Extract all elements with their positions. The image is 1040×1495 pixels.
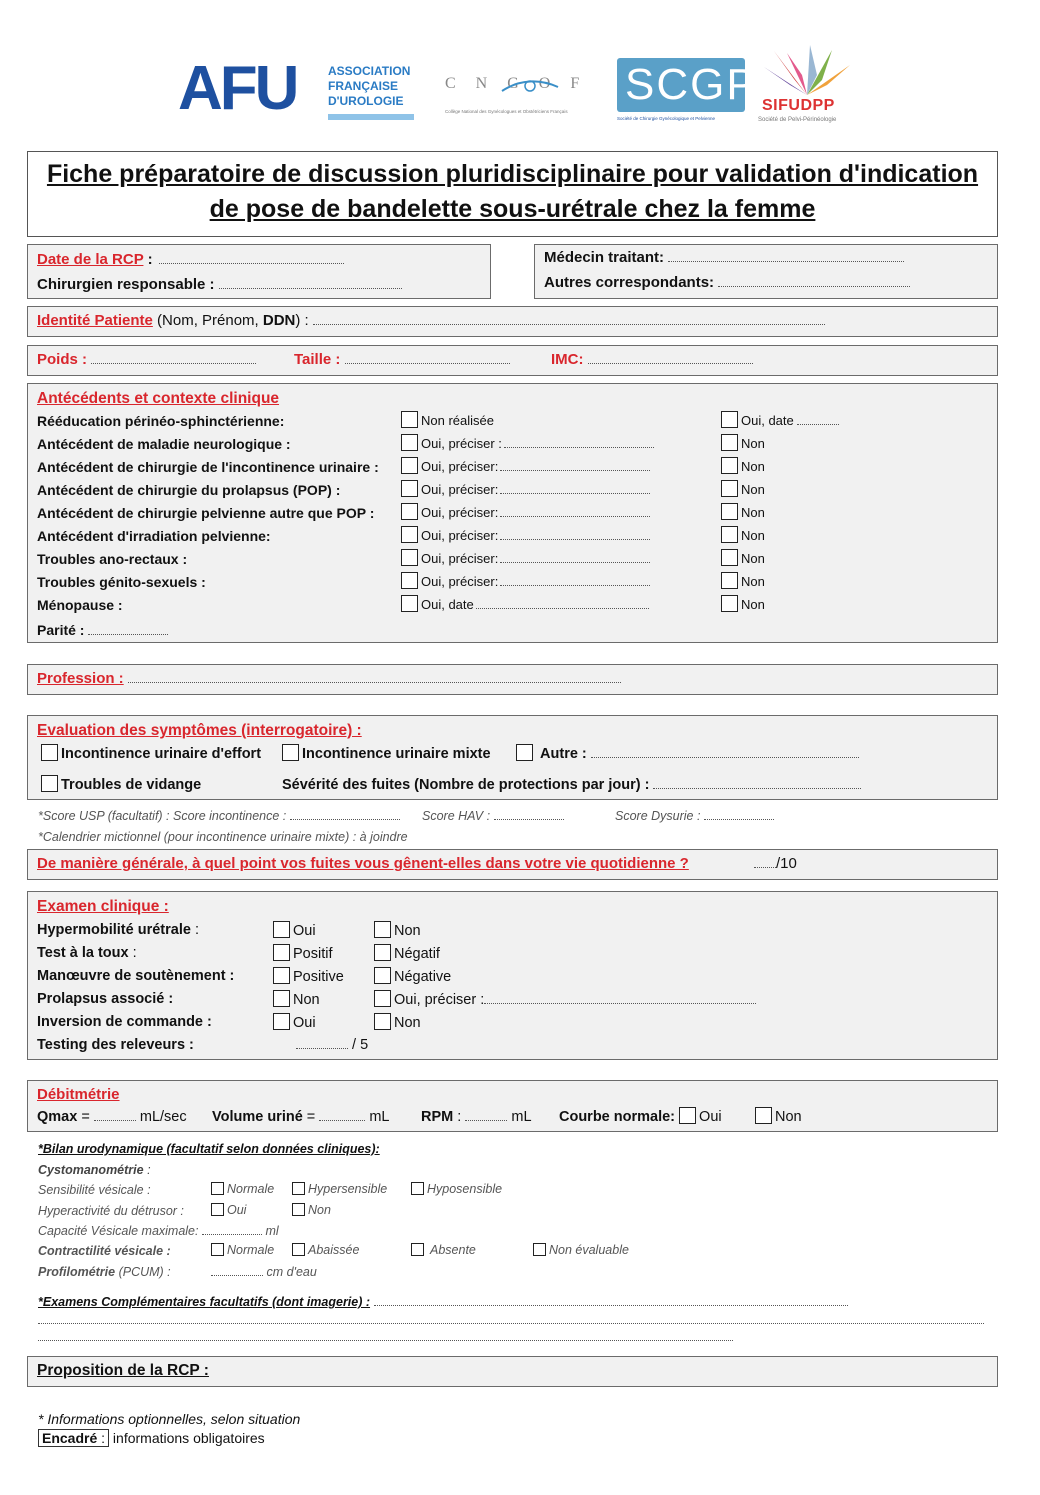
weight-label: Poids :: [37, 351, 88, 368]
profilo-field[interactable]: [211, 1265, 263, 1276]
other-field[interactable]: [591, 747, 859, 758]
volume-label: Volume uriné: [212, 1109, 303, 1125]
contractility-label: Contractilité vésicale :: [38, 1244, 171, 1258]
exam-opt1-label: Positif: [293, 946, 333, 962]
capacity-label: Capacité Vésicale maximale:: [38, 1224, 199, 1238]
history-opt1-checkbox[interactable]: [401, 595, 418, 612]
history-opt1-field[interactable]: [500, 575, 650, 586]
capacity-unit: ml: [265, 1224, 279, 1238]
volume-unit: mL: [369, 1109, 390, 1125]
proposal-box: [27, 1356, 998, 1387]
contract-lowered-label: Abaissée: [308, 1243, 360, 1257]
history-row-label: Troubles génito-sexuels :: [37, 574, 206, 590]
exam-opt2-label: Négative: [394, 969, 452, 985]
exam-opt2-checkbox[interactable]: [374, 967, 391, 984]
scgp-mark: SCGP: [625, 60, 758, 109]
sifudpp-flower-icon: [762, 45, 852, 97]
history-opt1-label: Oui, préciser :: [421, 436, 502, 451]
framed-text: informations obligatoires: [109, 1430, 265, 1446]
profession-box: [27, 664, 998, 695]
exam-opt2-label: Négatif: [394, 946, 440, 962]
measures-box: [27, 345, 998, 376]
history-opt2-checkbox[interactable]: [721, 480, 738, 497]
curve-label: Courbe normale:: [559, 1109, 676, 1125]
profession-field[interactable]: [128, 672, 621, 683]
history-opt1-label: Oui, préciser:: [421, 459, 499, 474]
hav-score-field[interactable]: [494, 809, 564, 820]
contract-absent-checkbox[interactable]: [411, 1243, 424, 1256]
others-label: Autres correspondants:: [544, 274, 715, 291]
header-left-box: [27, 244, 491, 299]
exam-opt1-checkbox[interactable]: [273, 944, 290, 961]
cngof-sub: Collège National des Gynécologues et Obstétriciens Français: [445, 109, 568, 114]
afu-mark: AFU: [178, 54, 297, 123]
logo-sifudpp: [758, 45, 858, 127]
bother-scale: /10: [776, 855, 797, 872]
others-field[interactable]: [718, 276, 910, 287]
history-opt1-label: Oui, préciser:: [421, 505, 499, 520]
history-row-label: Antécédent d'irradiation pelvienne:: [37, 528, 271, 544]
history-opt1-checkbox[interactable]: [401, 480, 418, 497]
history-row-label: Ménopause :: [37, 597, 123, 613]
history-opt2-label: Non: [741, 551, 765, 566]
levator-scale: / 5: [352, 1037, 369, 1053]
header-right-box: [534, 244, 998, 299]
usp-score-label: *Score USP (facultatif) : Score incontinence :: [38, 809, 287, 823]
mixed-label: Incontinence urinaire mixte: [302, 746, 491, 762]
history-opt2-label: Non: [741, 574, 765, 589]
exam-opt1-label: Positive: [293, 969, 344, 985]
complementary-field-1[interactable]: [374, 1295, 848, 1306]
flow-title: Débitmétrie: [37, 1086, 120, 1103]
afu-line1: ASSOCIATION: [328, 64, 411, 78]
qmax-field[interactable]: [94, 1110, 136, 1121]
hyperactivity-label: Hyperactivité du détrusor :: [38, 1204, 184, 1218]
history-opt1-label: Oui, préciser:: [421, 528, 499, 543]
curve-yes-label: Oui: [699, 1109, 722, 1125]
history-opt2-label: Non: [741, 482, 765, 497]
cngof-swirl-icon: [500, 77, 560, 97]
history-opt2-checkbox[interactable]: [721, 549, 738, 566]
profilo-label: Profilométrie: [38, 1265, 116, 1279]
exam-opt1-checkbox[interactable]: [273, 1013, 290, 1030]
exam-opt2-checkbox[interactable]: [374, 990, 391, 1007]
weight-field[interactable]: [91, 353, 256, 364]
identity-ddn: DDN: [262, 312, 296, 329]
qmax-label: Qmax: [37, 1109, 78, 1125]
severity-label: Sévérité des fuites (Nombre de protections par jour) :: [282, 777, 650, 793]
hav-score-label: Score HAV :: [422, 809, 491, 823]
history-opt1-field[interactable]: [476, 598, 649, 609]
exam-opt2-label: Oui, préciser :: [394, 992, 485, 1008]
history-box: [27, 383, 998, 643]
history-opt1-checkbox[interactable]: [401, 434, 418, 451]
history-opt2-checkbox[interactable]: [721, 457, 738, 474]
voiding-checkbox[interactable]: [41, 775, 58, 792]
profession-label: Profession :: [37, 670, 124, 687]
history-opt1-label: Oui, date: [421, 597, 474, 612]
calendar-note: *Calendrier mictionnel (pour incontinence urinaire mixte) : à joindre: [38, 830, 408, 844]
history-opt2-checkbox[interactable]: [721, 434, 738, 451]
exam-opt2-label: Non: [394, 1015, 421, 1031]
history-opt2-label: Non: [741, 459, 765, 474]
rpm-colon: :: [453, 1109, 462, 1125]
exam-opt1-checkbox[interactable]: [273, 990, 290, 1007]
hyper-yes-label: Oui: [227, 1203, 247, 1217]
height-label: Taille :: [294, 351, 341, 368]
height-field[interactable]: [345, 353, 510, 364]
usp-score-field[interactable]: [290, 809, 400, 820]
curve-no-checkbox[interactable]: [755, 1107, 772, 1124]
exam-opt2-label: Non: [394, 923, 421, 939]
exam-row-label: Prolapsus associé :: [37, 991, 174, 1007]
exam-opt1-label: Oui: [293, 923, 316, 939]
hyper-no-checkbox[interactable]: [292, 1203, 305, 1216]
history-opt1-label: Oui, préciser:: [421, 574, 499, 589]
exam-opt2-checkbox[interactable]: [374, 944, 391, 961]
exam-row-label: Test à la toux: [37, 945, 129, 961]
sens-hyper-checkbox[interactable]: [292, 1182, 305, 1195]
history-opt2-label: Oui, date: [741, 413, 794, 428]
symptoms-box: [27, 715, 998, 800]
urodynamics-title: *Bilan urodynamique (facultatif selon données cliniques):: [38, 1142, 380, 1156]
history-opt2-field[interactable]: [797, 414, 839, 425]
exam-opt1-checkbox[interactable]: [273, 967, 290, 984]
history-opt2-checkbox[interactable]: [721, 572, 738, 589]
history-opt1-field[interactable]: [500, 506, 650, 517]
bother-field[interactable]: [754, 857, 776, 868]
sifudpp-mark: SIFUDPP: [762, 97, 835, 114]
capacity-field[interactable]: [202, 1224, 262, 1235]
scgp-sub: Société de Chirurgie Gynécologique et Pelvienne: [617, 116, 716, 121]
contract-absent-label: Absente: [430, 1243, 476, 1257]
exam-row-label: Inversion de commande :: [37, 1014, 212, 1030]
history-opt1-checkbox[interactable]: [401, 526, 418, 543]
contract-na-label: Non évaluable: [549, 1243, 629, 1257]
history-opt2-label: Non: [741, 436, 765, 451]
curve-yes-checkbox[interactable]: [679, 1107, 696, 1124]
contract-lowered-checkbox[interactable]: [292, 1243, 305, 1256]
identity-field[interactable]: [313, 314, 825, 325]
qmax-eq: =: [77, 1109, 90, 1125]
exam-row-label: Hypermobilité urétrale: [37, 922, 191, 938]
history-opt1-checkbox[interactable]: [401, 503, 418, 520]
page-title-line2: de pose de bandelette sous-urétrale chez la femme: [209, 195, 816, 223]
exam-box: [27, 891, 998, 1060]
exam-opt2-checkbox[interactable]: [374, 921, 391, 938]
severity-field[interactable]: [653, 778, 861, 789]
history-opt2-label: Non: [741, 505, 765, 520]
history-row-label: Antécédent de maladie neurologique :: [37, 436, 291, 452]
sens-hypo-checkbox[interactable]: [411, 1182, 424, 1195]
title-box: [27, 151, 998, 237]
identity-detail-end: ) :: [295, 312, 309, 329]
rcp-date-field[interactable]: [159, 253, 344, 264]
footer-note: * Informations optionnelles, selon situation: [38, 1411, 301, 1427]
exam-row-suffix: :: [190, 922, 199, 938]
dysurie-score-label: Score Dysurie :: [615, 809, 701, 823]
exam-opt2-checkbox[interactable]: [374, 1013, 391, 1030]
gp-field[interactable]: [668, 251, 904, 262]
history-opt2-checkbox[interactable]: [721, 503, 738, 520]
logo-afu: [178, 54, 418, 124]
levator-label: Testing des releveurs :: [37, 1037, 194, 1053]
history-opt1-field[interactable]: [504, 437, 654, 448]
effort-checkbox[interactable]: [41, 744, 58, 761]
sens-hypo-label: Hyposensible: [427, 1182, 503, 1196]
hyper-no-label: Non: [308, 1203, 331, 1217]
history-opt1-field[interactable]: [500, 483, 650, 494]
rpm-label: RPM: [421, 1109, 454, 1125]
qmax-unit: mL/sec: [139, 1109, 187, 1125]
prolapse-detail-field[interactable]: [484, 993, 756, 1004]
sens-hyper-label: Hypersensible: [308, 1182, 388, 1196]
history-row-label: Troubles ano-rectaux :: [37, 551, 188, 567]
exam-row-label: Manœuvre de soutènement :: [37, 968, 235, 984]
history-opt1-checkbox[interactable]: [401, 572, 418, 589]
identity-box: [27, 306, 998, 337]
curve-no-label: Non: [775, 1109, 802, 1125]
history-row-label: Rééducation périnéo-sphinctérienne:: [37, 413, 285, 429]
history-opt2-label: Non: [741, 528, 765, 543]
framed-colon: :: [97, 1430, 106, 1446]
history-opt1-label: Oui, préciser:: [421, 482, 499, 497]
bother-box: [27, 849, 998, 880]
history-opt2-label: Non: [741, 597, 765, 612]
exam-title: Examen clinique :: [37, 898, 169, 915]
hyper-yes-checkbox[interactable]: [211, 1203, 224, 1216]
complementary-label: *Examens Complémentaires facultatifs (dont imagerie) :: [38, 1295, 371, 1309]
sens-normal-checkbox[interactable]: [211, 1182, 224, 1195]
profilo-sub: (PCUM) :: [115, 1265, 171, 1279]
complementary-field-2[interactable]: [38, 1313, 984, 1324]
volume-eq: =: [302, 1109, 316, 1125]
voiding-label: Troubles de vidange: [61, 777, 202, 793]
contract-normal-checkbox[interactable]: [211, 1243, 224, 1256]
rcp-date-colon: :: [143, 251, 153, 268]
history-opt2-checkbox[interactable]: [721, 595, 738, 612]
gp-label: Médecin traitant:: [544, 249, 665, 266]
other-checkbox[interactable]: [516, 744, 533, 761]
parity-label: Parité :: [37, 622, 85, 638]
complementary-field-3[interactable]: [38, 1330, 733, 1341]
history-opt1-label: Oui, préciser:: [421, 551, 499, 566]
bother-question: De manière générale, à quel point vos fuites vous gênent-elles dans votre vie quotidienne ?: [37, 855, 689, 872]
exam-opt1-label: Non: [293, 992, 320, 1008]
framed-label: Encadré: [42, 1430, 98, 1446]
exam-opt1-checkbox[interactable]: [273, 921, 290, 938]
history-opt1-field[interactable]: [500, 460, 650, 471]
rpm-unit: mL: [511, 1109, 532, 1125]
contract-normal-label: Normale: [227, 1243, 275, 1257]
surgeon-label: Chirurgien responsable :: [37, 276, 215, 293]
contract-na-checkbox[interactable]: [533, 1243, 546, 1256]
exam-row-suffix: :: [128, 945, 137, 961]
afu-bar: [328, 114, 414, 120]
history-opt1-checkbox[interactable]: [401, 457, 418, 474]
flow-box: [27, 1080, 998, 1132]
identity-label: Identité Patiente: [37, 312, 153, 329]
sifudpp-sub: Société de Pelvi-Périnéologie: [758, 117, 837, 123]
rpm-field[interactable]: [465, 1110, 507, 1121]
cngof-text: C N G O F: [445, 75, 588, 92]
sens-normal-label: Normale: [227, 1182, 275, 1196]
cysto-colon: :: [143, 1163, 151, 1177]
history-row-label: Antécédent de chirurgie de l'incontinence urinaire :: [37, 459, 379, 475]
volume-field[interactable]: [319, 1110, 365, 1121]
history-opt2-checkbox[interactable]: [721, 526, 738, 543]
sensibility-label: Sensibilité vésicale :: [38, 1183, 151, 1197]
history-row-label: Antécédent de chirurgie du prolapsus (POP) :: [37, 482, 341, 498]
history-opt1-label: Non réalisée: [421, 413, 494, 428]
history-opt1-field[interactable]: [500, 529, 650, 540]
logo-scgp: [617, 58, 758, 126]
bmi-label: IMC:: [551, 351, 584, 368]
history-opt1-checkbox[interactable]: [401, 549, 418, 566]
page-title-line1: Fiche préparatoire de discussion pluridisciplinaire pour validation d'indication: [46, 160, 979, 188]
framed-label-box: [38, 1429, 109, 1447]
surgeon-field[interactable]: [219, 278, 402, 289]
exam-opt1-label: Oui: [293, 1015, 316, 1031]
history-opt2-checkbox[interactable]: [721, 411, 738, 428]
other-label: Autre :: [540, 746, 587, 762]
parity-field[interactable]: [88, 624, 168, 635]
history-opt1-checkbox[interactable]: [401, 411, 418, 428]
proposal-label: Proposition de la RCP :: [37, 1362, 209, 1379]
effort-label: Incontinence urinaire d'effort: [61, 746, 262, 762]
profilo-unit: cm d'eau: [266, 1265, 317, 1279]
afu-line3: D'UROLOGIE: [328, 94, 404, 108]
dysurie-score-field[interactable]: [704, 809, 774, 820]
afu-line2: FRANÇAISE: [328, 79, 399, 93]
mixed-checkbox[interactable]: [282, 744, 299, 761]
identity-detail: (Nom, Prénom,: [152, 312, 263, 329]
symptoms-title: Evaluation des symptômes (interrogatoire) :: [37, 722, 362, 739]
history-opt1-field[interactable]: [500, 552, 650, 563]
levator-field[interactable]: [296, 1038, 348, 1049]
rcp-date-label: Date de la RCP: [37, 251, 144, 268]
bmi-field[interactable]: [588, 353, 753, 364]
history-title: Antécédents et contexte clinique: [37, 390, 280, 407]
history-row-label: Antécédent de chirurgie pelvienne autre que POP :: [37, 505, 375, 521]
cysto-label: Cystomanométrie: [38, 1163, 144, 1177]
logo-cngof: [445, 75, 600, 123]
